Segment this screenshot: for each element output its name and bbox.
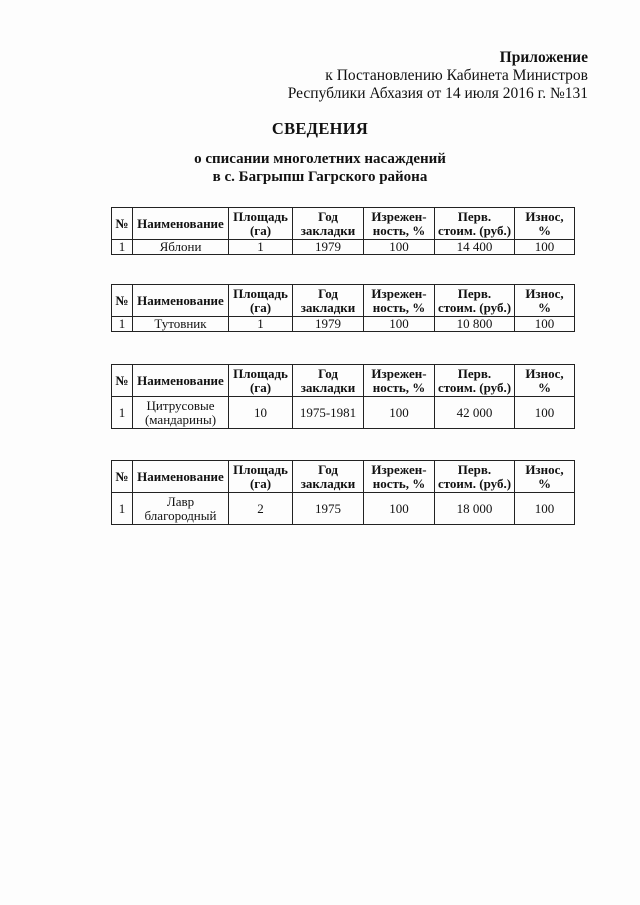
col-header-name: Наименование bbox=[133, 365, 229, 397]
col-header-area: Площадь (га) bbox=[229, 208, 293, 240]
table-row bbox=[112, 493, 575, 525]
table-row bbox=[112, 317, 575, 332]
col-header-name: Наименование bbox=[133, 208, 229, 240]
subtitle-line-2: в с. Багрыпш Гагрского района bbox=[212, 169, 428, 185]
cell-year: 1979 bbox=[293, 240, 364, 255]
col-header-cost: Перв. стоим. (руб.) bbox=[435, 208, 515, 240]
table-header-row bbox=[112, 365, 575, 397]
col-header-thinning: Изрежен- ность, % bbox=[364, 365, 435, 397]
cell-cost: 10 800 bbox=[435, 317, 515, 332]
cell-wear: 100 bbox=[515, 317, 575, 332]
cell-num: 1 bbox=[112, 240, 133, 255]
col-header-cost: Перв. стоим. (руб.) bbox=[435, 285, 515, 317]
cell-thinning: 100 bbox=[364, 240, 435, 255]
cell-area: 2 bbox=[229, 493, 293, 525]
col-header-cost: Перв. стоим. (руб.) bbox=[435, 461, 515, 493]
col-header-year: Год закладки bbox=[293, 365, 364, 397]
col-header-num: № bbox=[112, 365, 133, 397]
cell-cost: 42 000 bbox=[435, 397, 515, 429]
table-header-row bbox=[112, 461, 575, 493]
cell-name: Цитрусовые (мандарины) bbox=[133, 397, 229, 429]
col-header-area: Площадь (га) bbox=[229, 461, 293, 493]
col-header-year: Год закладки bbox=[293, 285, 364, 317]
document-title: СВЕДЕНИЯ bbox=[271, 119, 369, 138]
cell-wear: 100 bbox=[515, 240, 575, 255]
col-header-wear: Износ, % bbox=[515, 285, 575, 317]
col-header-thinning: Изрежен- ность, % bbox=[364, 208, 435, 240]
cell-area: 1 bbox=[229, 317, 293, 332]
appendix-line-1: к Постановлению Кабинета Министров bbox=[325, 67, 588, 84]
col-header-thinning: Изрежен- ность, % bbox=[364, 461, 435, 493]
table-row bbox=[112, 240, 575, 255]
table-row bbox=[112, 397, 575, 429]
col-header-num: № bbox=[112, 208, 133, 240]
cell-thinning: 100 bbox=[364, 493, 435, 525]
cell-cost: 14 400 bbox=[435, 240, 515, 255]
cell-thinning: 100 bbox=[364, 397, 435, 429]
col-header-wear: Износ, % bbox=[515, 208, 575, 240]
table-header-row bbox=[112, 208, 575, 240]
col-header-num: № bbox=[112, 285, 133, 317]
cell-year: 1975-1981 bbox=[293, 397, 364, 429]
cell-num: 1 bbox=[112, 397, 133, 429]
table-citrus bbox=[111, 364, 575, 429]
cell-name: Лавр благородный bbox=[133, 493, 229, 525]
cell-cost: 18 000 bbox=[435, 493, 515, 525]
cell-area: 10 bbox=[229, 397, 293, 429]
table-header-row bbox=[112, 285, 575, 317]
cell-wear: 100 bbox=[515, 493, 575, 525]
col-header-area: Площадь (га) bbox=[229, 285, 293, 317]
appendix-header bbox=[288, 49, 588, 103]
cell-num: 1 bbox=[112, 493, 133, 525]
cell-name: Тутовник bbox=[133, 317, 229, 332]
cell-num: 1 bbox=[112, 317, 133, 332]
cell-wear: 100 bbox=[515, 397, 575, 429]
col-header-cost: Перв. стоим. (руб.) bbox=[435, 365, 515, 397]
col-header-name: Наименование bbox=[133, 461, 229, 493]
col-header-wear: Износ, % bbox=[515, 461, 575, 493]
col-header-name: Наименование bbox=[133, 285, 229, 317]
cell-thinning: 100 bbox=[364, 317, 435, 332]
col-header-num: № bbox=[112, 461, 133, 493]
appendix-title: Приложение bbox=[499, 49, 588, 66]
appendix-line-2: Республики Абхазия от 14 июля 2016 г. №131 bbox=[287, 85, 588, 102]
document-subtitle bbox=[0, 150, 640, 186]
cell-year: 1979 bbox=[293, 317, 364, 332]
table-laurel bbox=[111, 460, 575, 525]
subtitle-line-1: о списании многолетних насаждений bbox=[194, 151, 446, 167]
col-header-wear: Износ, % bbox=[515, 365, 575, 397]
table-mulberry bbox=[111, 284, 575, 332]
cell-year: 1975 bbox=[293, 493, 364, 525]
col-header-year: Год закладки bbox=[293, 208, 364, 240]
table-apple-trees bbox=[111, 207, 575, 255]
col-header-thinning: Изрежен- ность, % bbox=[364, 285, 435, 317]
col-header-area: Площадь (га) bbox=[229, 365, 293, 397]
col-header-year: Год закладки bbox=[293, 461, 364, 493]
cell-area: 1 bbox=[229, 240, 293, 255]
cell-name: Яблони bbox=[133, 240, 229, 255]
